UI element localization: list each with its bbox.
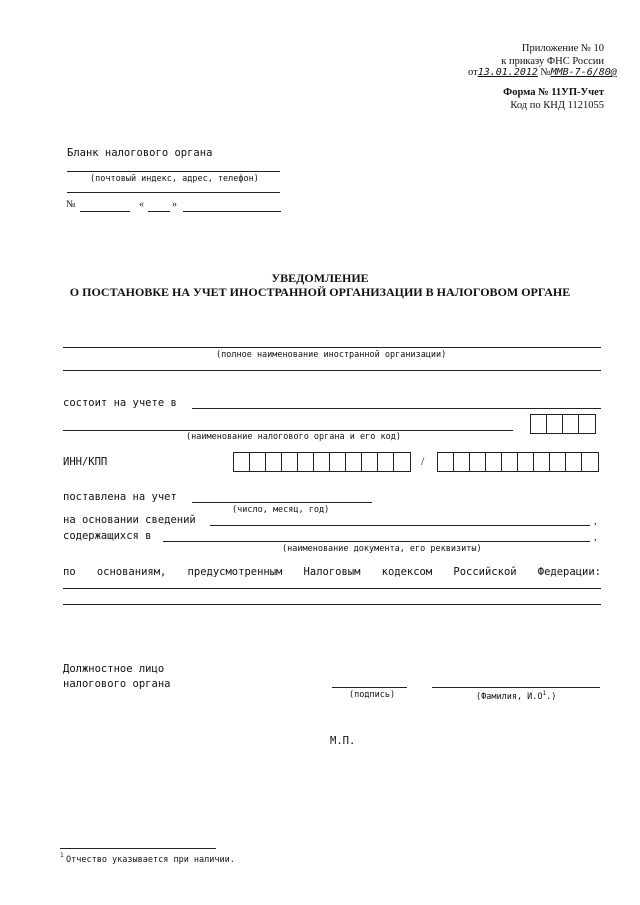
grounds-word: Налоговым <box>303 566 361 578</box>
contained-in-label: содержащихся в <box>63 530 152 542</box>
grounds-line-2 <box>63 604 601 605</box>
document-caption: (наименование документа, его реквизиты) <box>282 544 482 554</box>
inn-cells <box>233 452 411 472</box>
order-label: к приказу ФНС России <box>501 56 604 67</box>
stamp-label: М.П. <box>330 735 356 747</box>
document-comma: , <box>594 531 597 543</box>
quote-open: « <box>139 199 144 210</box>
blank-label: Бланк налогового органа <box>67 147 213 159</box>
footnote-text: Отчество указывается при наличии. <box>66 855 235 865</box>
grounds-word: основаниям, <box>96 566 167 578</box>
kpp-cell <box>566 453 582 471</box>
inn-cell <box>378 453 394 471</box>
footnote-separator <box>60 848 216 849</box>
authority-code-cells <box>530 414 596 434</box>
month-year-line <box>183 211 281 212</box>
footnote-mark: 1 <box>60 852 64 859</box>
inn-cell <box>346 453 362 471</box>
org-name-caption: (полное наименование иностранной организации) <box>216 350 447 360</box>
code-cell <box>531 415 547 433</box>
kpp-cell <box>534 453 550 471</box>
inn-kpp-separator: / <box>421 454 425 468</box>
inn-cell <box>314 453 330 471</box>
authority-name-line <box>192 408 601 409</box>
address-line-2 <box>67 192 280 193</box>
kpp-cell <box>518 453 534 471</box>
header-block <box>501 42 604 68</box>
form-name: Форма № 11УП-Учет <box>503 87 604 98</box>
address-caption: (почтовый индекс, адрес, телефон) <box>90 174 259 184</box>
based-on-line <box>210 525 590 526</box>
registration-date-line <box>192 502 372 503</box>
kpp-cell <box>438 453 454 471</box>
outgoing-number-line <box>80 211 130 212</box>
grounds-word: Российской <box>453 566 517 578</box>
order-date-line <box>468 67 617 78</box>
inn-cell <box>362 453 378 471</box>
code-cell <box>547 415 563 433</box>
document-title: УВЕДОМЛЕНИЕ <box>271 271 369 285</box>
kpp-cell <box>582 453 598 471</box>
document-subtitle: О ПОСТАНОВКЕ НА УЧЕТ ИНОСТРАННОЙ ОРГАНИЗАЦИИ В НАЛОГОВОМ ОРГАНЕ <box>69 285 571 299</box>
date-prefix: от <box>468 67 478 78</box>
grounds-word: кодексом <box>381 566 433 578</box>
official-block <box>63 662 170 692</box>
grounds-line <box>63 566 601 578</box>
form-id-block <box>503 86 604 112</box>
org-name-line-2 <box>63 370 601 371</box>
knd-code: Код по КНД 1121055 <box>510 100 604 111</box>
kpp-cell <box>486 453 502 471</box>
registered-at-label: состоит на учете в <box>63 397 177 409</box>
inn-cell <box>266 453 282 471</box>
date-caption: (число, месяц, год) <box>232 505 330 515</box>
kpp-cells <box>437 452 599 472</box>
day-line <box>148 211 170 212</box>
appendix-label: Приложение № 10 <box>521 43 604 54</box>
inn-cell <box>250 453 266 471</box>
number-sign: № <box>66 199 76 210</box>
kpp-cell <box>454 453 470 471</box>
number-prefix: № <box>540 67 551 78</box>
registered-date-label: поставлена на учет <box>63 491 177 503</box>
code-cell <box>579 415 595 433</box>
handwritten-date: 13.01.2012 <box>477 67 538 78</box>
kpp-cell <box>550 453 566 471</box>
quote-close: » <box>172 199 177 210</box>
signature-caption: (подпись) <box>349 690 396 700</box>
inn-cell <box>282 453 298 471</box>
grounds-word: по <box>63 566 76 578</box>
based-on-comma: , <box>594 515 597 527</box>
grounds-word: предусмотренным <box>187 566 283 578</box>
inn-cell <box>330 453 346 471</box>
grounds-line-1 <box>63 588 601 589</box>
code-cell <box>563 415 579 433</box>
address-line <box>67 171 280 172</box>
inn-cell <box>234 453 250 471</box>
official-label: Должностное лицо <box>63 663 165 675</box>
based-on-label: на основании сведений <box>63 514 196 526</box>
kpp-cell <box>502 453 518 471</box>
org-name-line <box>63 347 601 348</box>
inn-cell <box>298 453 314 471</box>
signature-line <box>332 687 407 688</box>
document-line <box>163 541 590 542</box>
authority-caption: (наименование налогового органа и его код) <box>186 432 401 442</box>
kpp-cell <box>470 453 486 471</box>
handwritten-number: ММВ-7-6/80@ <box>550 67 617 78</box>
inn-kpp-label: ИНН/КПП <box>63 456 108 468</box>
authority-name-line-2 <box>63 430 513 431</box>
fullname-line <box>432 687 600 688</box>
grounds-word: Федерации: <box>537 566 601 578</box>
fullname-caption: (Фамилия, $И.О^1$.) <box>476 690 557 702</box>
official-label-2: налогового органа <box>63 678 171 690</box>
inn-cell <box>394 453 410 471</box>
